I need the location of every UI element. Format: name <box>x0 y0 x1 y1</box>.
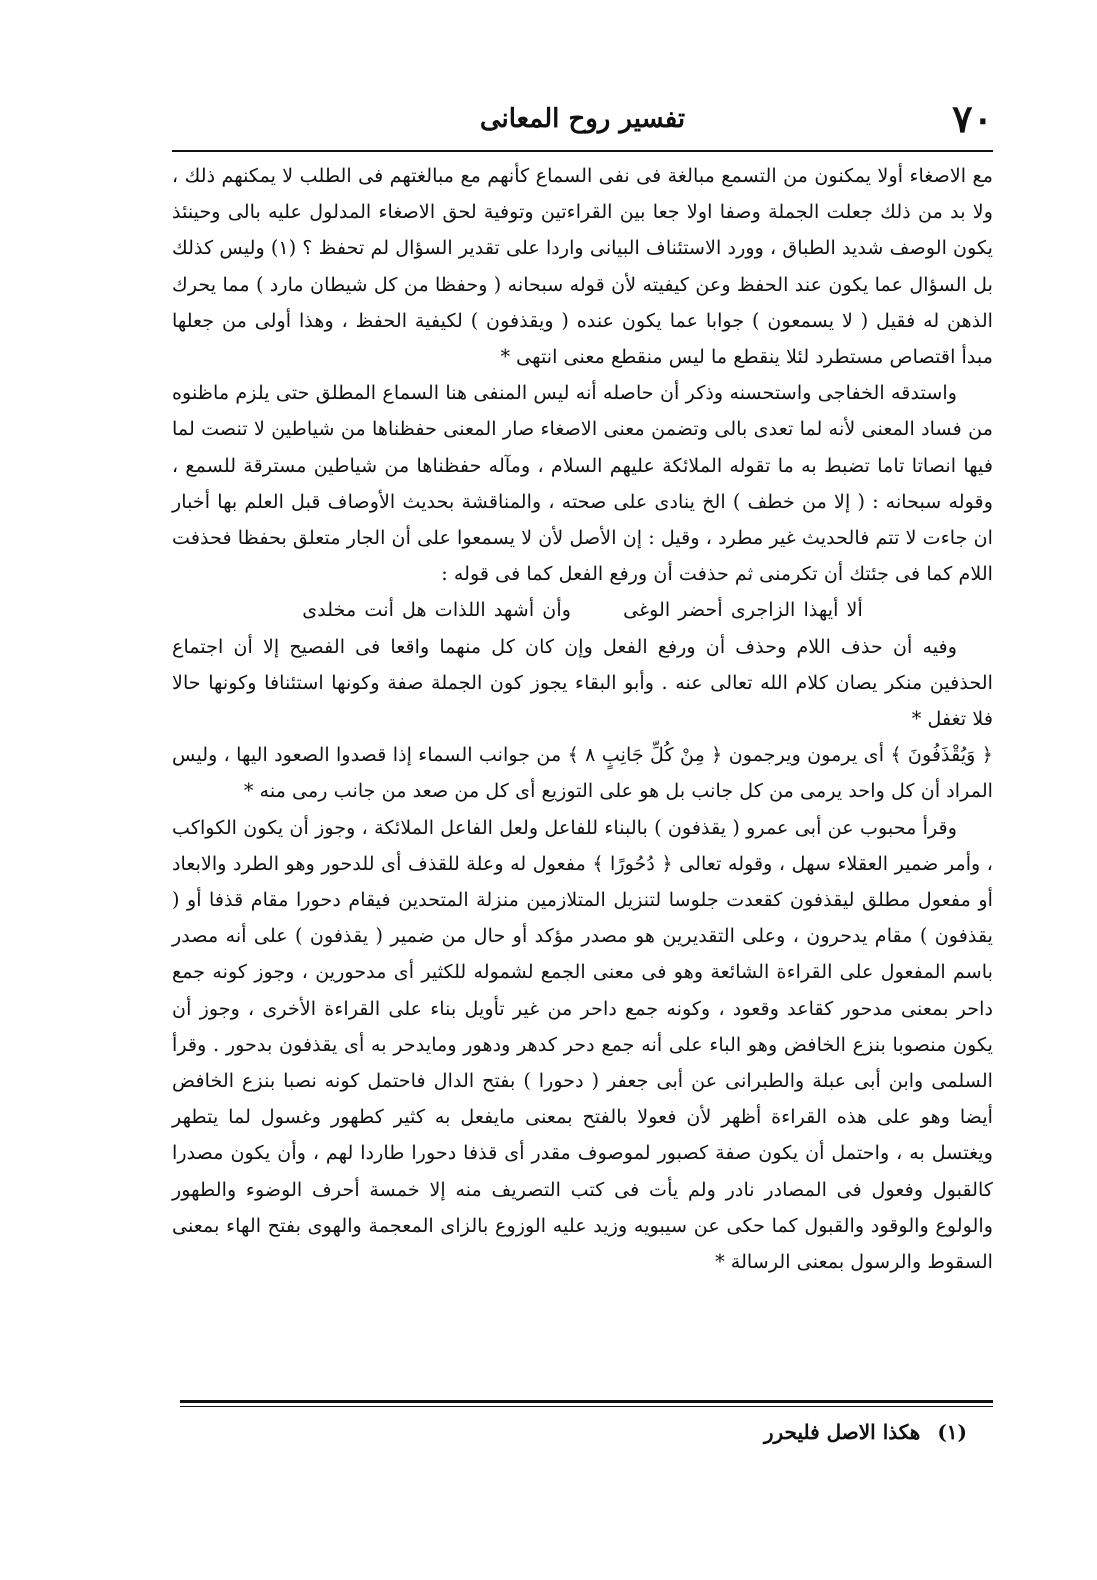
paragraph-5: وقرأ محبوب عن أبى عمرو ( يقذفون ) بالبناء للفاعل ولعل الفاعل الملائكة ، وجوز أن يكون الكواكب ، وأمر ضمير العقلاء سهل ، وقوله تعالى ﴿ دُحُورًا ﴾ مفعول له وعلة للقذف أى للدحور وهو الطرد والابعاد أو مفعول مطلق ليقذفون كقعدت جلوسا لتنزيل المتلازمين منزلة المتحدين فيقام دحورا مقام قذفا أو ( يقذفون ) مقام يدحرون ، وعلى التقديرين هو مصدر مؤكد أو حال من ضمير ( يقذفون ) على أنه مصدر باسم المفعول على القراءة الشائعة وهو فى معنى الجمع لشموله للكثير أى مدحورين ، وجوز كونه جمع داحر بمعنى مدحور كقاعد وقعود ، وكونه جمع داحر من غير تأويل بناء على القراءة الأخرى ، وجوز أن يكون منصوبا بنزع الخافض وهو الباء على أنه جمع دحر كدهر ودهور ومايدحر به أى يقذفون بدحور . وقرأ السلمى وابن أبى عبلة والطبرانى عن أبى جعفر ( دحورا ) بفتح الدال فاحتمل كونه نصبا بنزع الخافض أيضا وهو على هذه القراءة أظهر لأن فعولا بالفتح بمعنى مايفعل به كثير كطهور وغسول لما يتطهر ويغتسل به ، واحتمل أن يكون صفة كصبور لموصوف مقدر أى قذفا دحورا طاردا لهم ، وأن يكون مصدرا كالقبول وفعول فى المصادر نادر ولم يأت فى كتب التصريف منه إلا خمسة أحرف الوضوء والطهور والولوع والوقود والقبول كما حكى عن سيبويه وزيد عليه الوزوع بالزاى المعجمة والهوى بفتح الهاء بمعنى السقوط والرسول بمعنى الرسالة * <box>172 815 993 1274</box>
verse-hemistich-2: وأن أشهد اللذات هل أنت مخلدى <box>302 598 571 622</box>
poetry-verse <box>172 592 993 628</box>
footnote-number: (١) <box>937 1420 967 1444</box>
paragraph-3: وفيه أن حذف اللام وحذف أن ورفع الفعل وإن كان كل منهما واقعا فى الفصيح إلا أن اجتماع الحذفين منكر يصان كلام الله تعالى عنه . وأبو البقاء يجوز كون الجملة صفة وكونها استئنافا وكونها حالا فلا تغفل * <box>172 634 993 731</box>
page-header <box>172 96 993 142</box>
paragraph-1: مع الاصغاء أولا يمكنون من التسمع مبالغة فى نفى السماع كأنهم مع مبالغتهم فى الطلب لا يمكنهم ذلك ، ولا بد من ذلك جعلت الجملة وصفا اولا جعا بين القراءتين وتوفية لحق الاصغاء المدلول عليه بالى وحينئذ يكون الوصف شديد الطباق ، وورد الاستئناف البيانى واردا على تقدير السؤال لم تحفظ ؟ (١) وليس كذلك بل السؤال عما يكون عند الحفظ وعن كيفيته لأن قوله سبحانه ( وحفظا من كل شيطان مارد ) مما يحرك الذهن له فقيل ( لا يسمعون ) جوابا عما يكون عنده ( ويقذفون ) لكيفية الحفظ ، وهذا أولى من جعلها مبدأ اقتصاص مستطرد لئلا ينقطع ما ليس منقطع معنى انتهى * <box>172 164 993 369</box>
header-rule <box>172 150 993 152</box>
footnote-separator <box>180 1400 993 1410</box>
paragraph-4: ﴿ وَيُقْذَفُونَ ﴾ أى يرمون ويرجمون ﴿ مِنْ كُلِّ جَانِبٍ ٨ ﴾ من جوانب السماء إذا قصدوا الصعود اليها ، وليس المراد أن كل واحد يرمى من كل جانب بل هو على التوزيع أى كل من صعد من جانب رمى منه * <box>172 743 993 803</box>
verse-hemistich-1: ألا أيهذا الزاجرى أحضر الوغى <box>623 598 863 622</box>
footnote <box>764 1420 967 1444</box>
page-number: ٧٠ <box>952 96 993 141</box>
paragraph-2: واستدقه الخفاجى واستحسنه وذكر أن حاصله أنه ليس المنفى هنا السماع المطلق حتى يلزم ماظنوه من فساد المعنى لأنه لما تعدى بالى وتضمن معنى الاصغاء صار المعنى حفظناها من شياطين لا تنصت لما فيها انصاتا تاما تضبط به ما تقوله الملائكة عليهم السلام ، ومآله حفظناها من شياطين مسترقة للسمع ، وقوله سبحانه : ( إلا من خطف ) الخ ينادى على صحته ، والمناقشة بحديث الأوصاف قبل العلم بها أخبار ان جاءت لا تتم فالحديث غير مطرد ، وقيل : إن الأصل لأن لا يسمعوا على أن الجار متعلق بحفظا فحذفت اللام كما فى جئتك أن تكرمنى ثم حذفت أن ورفع الفعل كما فى قوله : <box>172 381 993 586</box>
running-title: تفسير روح المعانى <box>479 104 686 134</box>
body-text <box>172 158 993 1280</box>
footnote-text: هكذا الاصل فليحرر <box>763 1420 921 1444</box>
